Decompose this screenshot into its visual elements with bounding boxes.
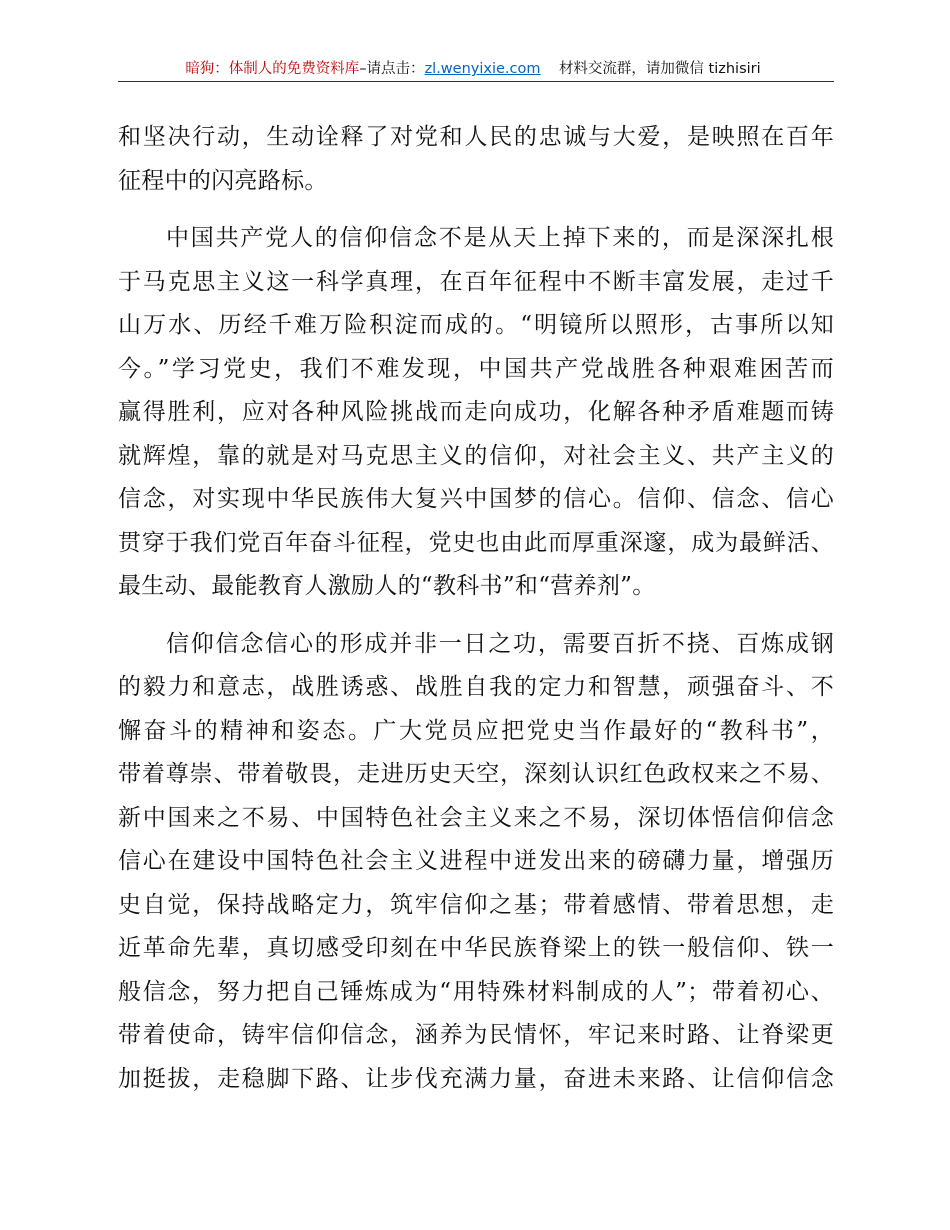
text-line: 最生动、最能教育人激励人的“教科书”和“营养剂”。: [118, 573, 656, 599]
paragraph-continued: [118, 116, 834, 203]
text-line: 今。”学习党史，我们不难发现，中国共产党战胜各种艰难困苦而: [118, 355, 834, 382]
text-line: 信心在建设中国特色社会主义进程中迸发出来的磅礴力量，增强历: [118, 848, 834, 874]
text-line: 近革命先辈，真切感受印刻在中华民族脊梁上的铁一般信仰、铁一: [118, 935, 834, 961]
text-line: 带着使命，铸牢信仰信念，涵养为民情怀，牢记来时路、让脊梁更: [118, 1022, 834, 1048]
text-line: 就辉煌，靠的就是对马克思主义的信仰，对社会主义、共产主义的: [118, 442, 834, 469]
wechat-group-note: 材料交流群，请加微信 tizhisiri: [558, 61, 761, 77]
text-line: 新中国来之不易、中国特色社会主义来之不易，深切体悟信仰信念: [118, 804, 834, 831]
text-line: 般信念，努力把自己锤炼成为“用特殊材料制成的人”；带着初心、: [118, 978, 834, 1005]
click-prompt: –请点击：: [359, 61, 425, 77]
text-line: 征程中的闪亮路标。: [118, 167, 328, 194]
text-line: 和坚决行动，生动诠释了对党和人民的忠诚与大爱，是映照在百年: [118, 124, 834, 150]
text-line: 信念，对实现中华民族伟大复兴中国梦的信心。信仰、信念、信心: [118, 486, 834, 512]
text-line: 加挺拔，走稳脚下路、让步伐充满力量，奋进未来路、让信仰信念: [118, 1065, 834, 1092]
header-divider: [118, 81, 834, 82]
page-header: [118, 58, 828, 80]
site-name: 暗狗：体制人的免费资料库: [185, 61, 360, 77]
text-line: 中国共产党人的信仰信念不是从天上掉下来的，而是深深扎根: [166, 225, 834, 251]
text-line: 信仰信念信心的形成并非一日之功，需要百折不挠、百炼成钢: [166, 630, 834, 657]
text-line: 山万水、历经千难万险积淀而成的。“明镜所以照形，古事所以知: [118, 312, 834, 338]
text-line: 赢得胜利，应对各种风险挑战而走向成功，化解各种矛盾难题而铸: [118, 399, 834, 425]
paragraph: [118, 217, 834, 609]
text-line: 带着尊崇、带着敬畏，走进历史天空，深刻认识红色政权来之不易、: [118, 761, 834, 787]
document-body: [118, 116, 834, 1115]
text-line: 的毅力和意志，战胜诱惑、战胜自我的定力和智慧，顽强奋斗、不: [118, 674, 834, 700]
text-line: 于马克思主义这一科学真理，在百年征程中不断丰富发展，走过千: [118, 268, 834, 295]
text-line: 贯穿于我们党百年奋斗征程，党史也由此而厚重深邃，成为最鲜活、: [118, 529, 834, 556]
text-line: 懈奋斗的精神和姿态。广大党员应把党史当作最好的“教科书”，: [118, 717, 834, 744]
site-link[interactable]: zl.wenyixie.com: [424, 61, 541, 77]
paragraph: [118, 623, 834, 1102]
text-line: 史自觉，保持战略定力，筑牢信仰之基；带着感情、带着思想，走: [118, 891, 834, 918]
